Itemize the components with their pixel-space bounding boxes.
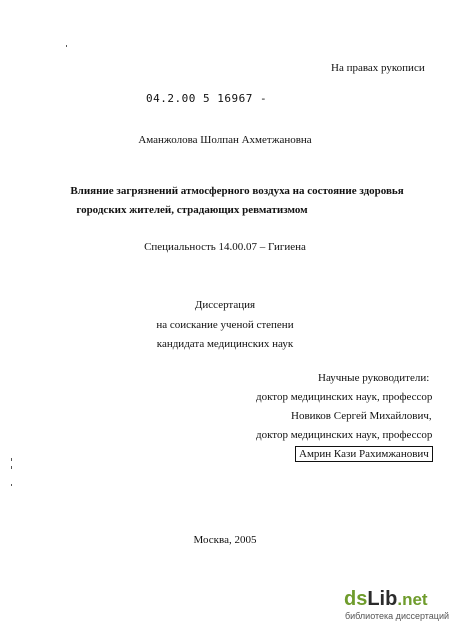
watermark-tagline: библиотека диссертаций [345,611,450,621]
title-line-2: городских жителей, страдающих ревматизмом [76,204,308,216]
supervisor-1-name: Новиков Сергей Михайлович, [291,410,432,422]
dslib-watermark-logo [344,588,448,628]
supervisor-1-degree: доктор медицинских наук, профессор [256,391,433,403]
supervisor-2-name: Амрин Кази Рахимжанович [295,446,433,462]
place-year: Москва, 2005 [193,534,257,546]
specialty: Специальность 14.00.07 – Гигиена [144,241,306,253]
dissertation-label: Диссертация [194,299,256,311]
degree-name: кандидата медицинских наук [156,338,294,350]
supervisor-2-degree: доктор медицинских наук, профессор [256,429,433,441]
rights-note: На правах рукописи [331,62,425,74]
scan-speck [11,458,12,461]
scan-speck [11,484,12,486]
title-line-1: Влияние загрязнений атмосферного воздуха на состояние здоровья [70,185,404,197]
scan-speck [11,466,12,469]
supervisors-heading: Научные руководители: [318,372,430,384]
degree-purpose: на соискание ученой степени [156,319,294,331]
archive-code: 04.2.00 5 16967 - [146,92,268,105]
author-name: Аманжолова Шолпан Ахметжановна [138,134,312,146]
scan-speck [66,45,67,47]
watermark-wordmark: dsLib.net [344,588,428,610]
